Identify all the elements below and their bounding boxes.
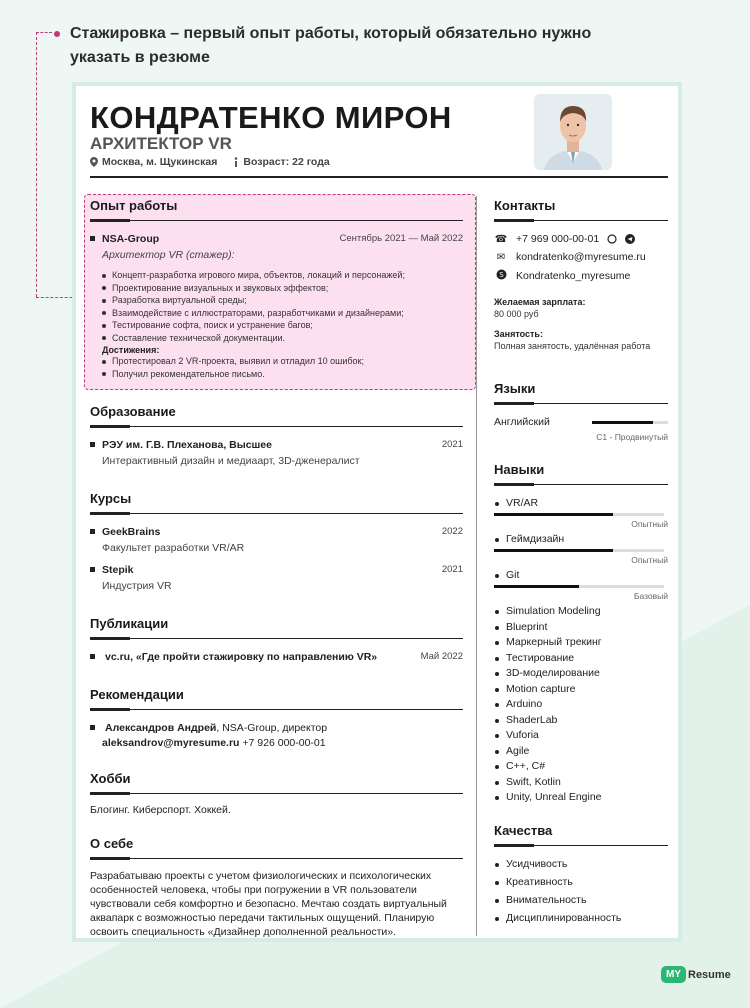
leveled-skill [494,497,668,529]
recommender-name: Александров Андрей [105,722,217,734]
skill-item: Blueprint [494,621,668,633]
entry-marker [90,654,95,659]
entry-marker [90,529,95,534]
recommender-company: , NSA-Group, директор [216,722,328,734]
language-level: C1 - Продвинутый [596,432,668,442]
course-entry [90,526,463,554]
language-item [494,416,668,428]
course-entry [90,564,463,592]
callout-bullet [54,31,60,37]
phone-icon: ☎ [494,233,508,245]
skill-name: Геймдизайн [494,533,668,545]
hobby-section [90,771,463,816]
skill-item: 3D-моделирование [494,667,668,679]
employment [494,329,668,351]
left-column [90,198,463,939]
skill-level: Опытный [631,519,668,529]
callout-connector [36,32,37,297]
section-rule [494,220,668,221]
courses-title: Курсы [90,491,132,506]
section-rule [494,845,668,846]
qualities-title: Качества [494,823,553,838]
section-rule [90,220,463,221]
callout-text: Стажировка – первый опыт работы, который обязательно нужно указать в резюме [70,25,592,66]
candidate-position: АРХИТЕКТОР VR [90,134,232,153]
language-bar-fill [592,421,653,424]
language-name: Английский [494,416,550,428]
candidate-name: КОНДРАТЕНКО МИРОН [90,100,452,135]
skype-text[interactable]: Kondratenko_myresume [516,270,631,282]
skills-list [494,605,668,803]
recommendations-title: Рекомендации [90,687,184,702]
recommender-email[interactable]: aleksandrov@myresume.ru [102,737,240,749]
section-rule [494,403,668,404]
publications-section [90,616,463,663]
duty-item: Проектирование визуальных и звуковых эффектов; [102,282,463,295]
education-title: Образование [90,404,176,419]
skills-title: Навыки [494,462,545,477]
phone-text[interactable]: +7 969 000-00-01 [516,233,600,245]
languages-section [494,381,668,442]
quality-item: Креативность [494,876,668,888]
mail-icon: ✉ [496,251,506,263]
skills-section [494,462,668,803]
duty-item: Тестирование софта, поиск и устранение багов; [102,319,463,332]
employment-label: Занятость: [494,329,543,339]
skill-item: Vuforia [494,729,668,741]
experience-title: Опыт работы [90,198,178,213]
quality-item: Внимательность [494,894,668,906]
skill-item: Swift, Kotlin [494,776,668,788]
courses-section [90,491,463,592]
candidate-photo [534,94,612,170]
publication-date: Май 2022 [420,651,463,662]
column-divider [476,196,477,936]
course-year: 2021 [441,564,463,575]
leveled-skill [494,533,668,565]
section-rule [90,638,463,639]
publications-title: Публикации [90,616,169,631]
section-rule [494,484,668,485]
section-rule [90,858,463,859]
location-pin-icon [90,157,98,167]
recommendation-entry [90,722,463,749]
resume-page [72,82,682,942]
languages-title: Языки [494,381,536,396]
duty-item: Разработка виртуальной среды; [102,294,463,307]
quality-item: Усидчивость [494,858,668,870]
skill-bar [494,513,664,516]
qualities-section [494,823,668,924]
publication-entry [90,651,463,663]
education-entry [90,439,463,467]
skill-name: VR/AR [494,497,668,509]
experience-section [90,198,463,380]
skill-level: Опытный [631,555,668,565]
skill-item: Unity, Unreal Engine [494,791,668,803]
hobby-text: Блогинг. Киберспорт. Хоккей. [90,804,231,816]
section-rule [90,709,463,710]
contact-email [494,251,668,263]
experience-role: Архитектор VR (стажер): [102,249,235,261]
experience-entry [90,233,463,261]
contacts-title: Контакты [494,198,556,213]
education-detail: Интерактивный дизайн и медиаарт, 3D-дженералист [102,455,360,467]
hobby-title: Хобби [90,771,131,786]
entry-marker [90,236,95,241]
contacts-section [494,198,668,351]
recommendations-section [90,687,463,749]
experience-company: NSA-Group [102,233,160,245]
achievement-item: Получил рекомендательное письмо. [102,368,463,381]
right-column [494,198,668,930]
duty-item: Взаимодействие с иллюстраторами, разработчиками и дизайнерами; [102,307,463,320]
myresume-logo[interactable] [661,966,731,983]
skype-icon [494,269,508,283]
education-year: 2021 [441,439,463,450]
language-bar [592,421,668,424]
logo-my: MY [661,966,686,983]
section-rule [90,513,463,514]
contact-skype [494,269,668,283]
about-section [90,836,463,939]
skill-item: Тестирование [494,652,668,664]
duty-item: Концепт-разработка игрового мира, объектов, локаций и персонажей; [102,269,463,282]
achievements-list [90,355,463,380]
avatar-image [534,94,612,170]
experience-dates: Сентябрь 2021 — Май 2022 [339,233,463,244]
section-rule [90,793,463,794]
achievements-title: Достижения: [102,345,160,355]
location [90,156,217,168]
skill-bar [494,585,664,588]
location-text: Москва, м. Щукинская [102,156,218,168]
skill-item: ShaderLab [494,714,668,726]
logo-resume: Resume [688,968,731,981]
age-text: Возраст: 22 года [243,156,330,168]
email-text[interactable]: kondratenko@myresume.ru [516,251,646,263]
quality-item: Дисциплинированность [494,912,668,924]
header-divider [90,176,668,178]
callout [56,22,616,70]
course-detail: Индустрия VR [102,580,172,592]
skill-name: Git [494,569,668,581]
duties-list [90,269,463,344]
contact-phone [494,233,668,245]
entry-marker [90,567,95,572]
skill-bar-fill [494,585,579,588]
whatsapp-icon [607,234,617,244]
leveled-skill [494,569,668,601]
publication-title: vc.ru, «Где пройти стажировку по направлению VR» [105,651,378,663]
skill-item: Simulation Modeling [494,605,668,617]
skill-level: Базовый [633,591,668,601]
course-org: GeekBrains [102,526,161,538]
about-title: О себе [90,836,134,851]
salary-label: Желаемая зарплата: [494,297,586,307]
age [233,156,329,168]
skill-bar-fill [494,513,613,516]
entry-marker [90,442,95,447]
salary-value: 80 000 руб [494,309,539,319]
course-detail: Факультет разработки VR/AR [102,542,245,554]
education-section [90,404,463,467]
svg-text:S: S [498,271,504,279]
employment-value: Полная занятость, удалённая работа [494,341,651,351]
skill-item: Arduino [494,698,668,710]
skill-item: C++, C# [494,760,668,772]
about-text: Разрабатываю проекты с учетом физиологических и психологических особенностей человека, чтобы при погружении в VR пользователи чувствовали себя комфортно и безопасно. Мечтаю создать виртуальный аквапарк с возможностью передачи тактильных ощущений. Планирую освоить специальность «Дизайнер дополненной реальности». [90,870,447,938]
course-year: 2022 [441,526,463,537]
course-org: Stepik [102,564,134,576]
recommender-phone: +7 926 000-00-01 [239,737,326,749]
candidate-meta [90,156,330,168]
callout-connector [36,32,52,33]
skill-item: Motion capture [494,683,668,695]
skill-item: Agile [494,745,668,757]
skill-bar-fill [494,549,613,552]
skill-bar [494,549,664,552]
education-org: РЭУ им. Г.В. Плеханова, Высшее [102,439,272,451]
duty-item: Составление технической документации. [102,332,463,345]
section-rule [90,426,463,427]
info-icon [233,157,239,167]
achievement-item: Протестировал 2 VR-проекта, выявил и отладил 10 ошибок; [102,355,463,368]
entry-marker [90,725,95,730]
telegram-icon [625,234,635,244]
salary [494,297,668,319]
skill-item: Маркерный трекинг [494,636,668,648]
